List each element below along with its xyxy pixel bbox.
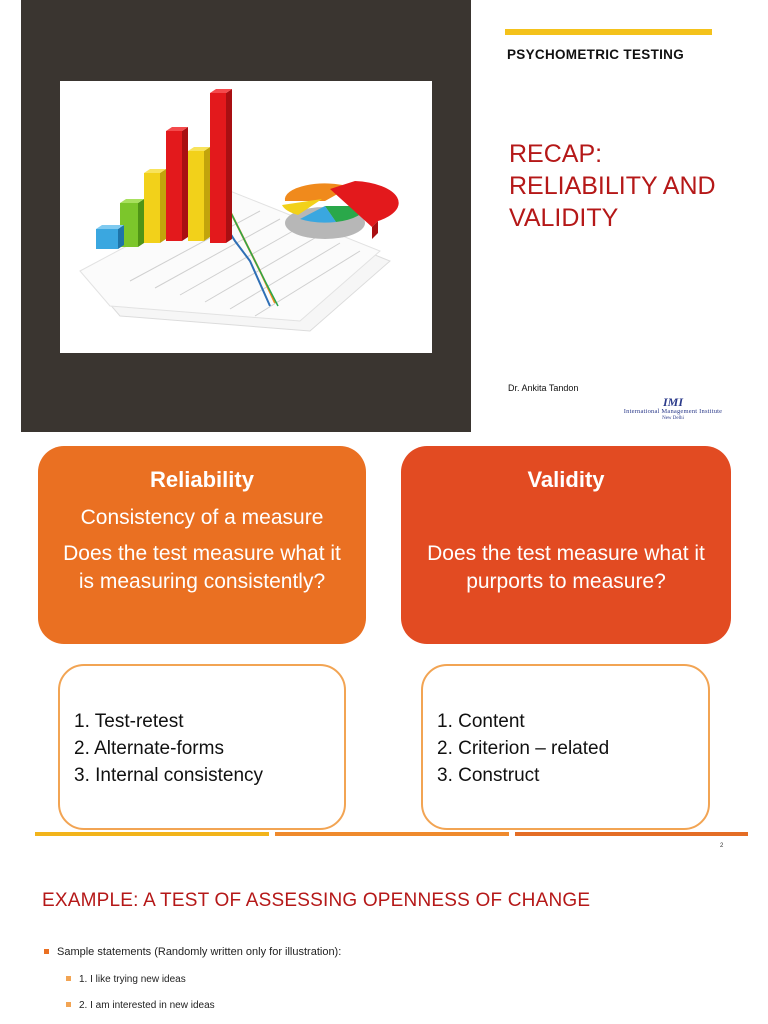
reliability-subtitle: Consistency of a measure xyxy=(80,506,324,529)
validity-types-box xyxy=(421,664,710,830)
validity-question: Does the test measure what it purports to measure? xyxy=(427,542,705,593)
statement-text: 2. I am interested in new ideas xyxy=(79,1000,215,1011)
reliability-types-list xyxy=(60,666,344,789)
header-label: PSYCHOMETRIC TESTING xyxy=(507,47,685,62)
accent-bar xyxy=(505,29,712,35)
reliability-card xyxy=(38,446,366,644)
example-slide xyxy=(0,864,768,1024)
square-bullet-icon xyxy=(66,976,71,981)
footer-line-orange xyxy=(275,832,509,836)
list-item: 3. Construct xyxy=(437,765,540,786)
recap-slide xyxy=(0,432,768,864)
list-item: 2. Alternate-forms xyxy=(74,738,224,759)
reliability-question: Does the test measure what it is measuring consistently? xyxy=(63,542,341,593)
footer-line-gold xyxy=(35,832,269,836)
validity-types-list xyxy=(423,666,708,789)
imi-logo xyxy=(608,396,738,422)
title-line-3: VALIDITY xyxy=(509,204,619,232)
list-item: 2. Criterion – related xyxy=(437,738,610,759)
example-title: EXAMPLE: A TEST OF ASSESSING OPENNESS OF CHANGE xyxy=(42,890,591,911)
title-line-1: RECAP: xyxy=(509,140,603,168)
slide-title xyxy=(509,138,759,234)
logo-name: International Management Institute xyxy=(623,408,723,415)
bullet-text: Sample statements (Randomly written only for illustration): xyxy=(57,946,342,958)
bullet-sample-statements xyxy=(44,946,341,958)
reliability-types-box xyxy=(58,664,346,830)
statement-item xyxy=(66,974,186,985)
author-name: Dr. Ankita Tandon xyxy=(508,383,579,393)
validity-card xyxy=(401,446,731,644)
list-item: 1. Test-retest xyxy=(74,711,184,732)
list-item: 1. Content xyxy=(437,711,525,732)
title-line-2: RELIABILITY AND xyxy=(509,172,716,200)
footer-divider xyxy=(35,832,748,836)
list-item: 3. Internal consistency xyxy=(74,765,264,786)
title-slide xyxy=(0,0,768,432)
chart-illustration-icon xyxy=(60,81,432,353)
logo-city: New Delhi xyxy=(662,416,684,421)
page-number: 2 xyxy=(720,843,724,849)
reliability-title: Reliability xyxy=(150,467,254,492)
logo-mark: IMI xyxy=(662,395,683,409)
square-bullet-icon xyxy=(44,949,49,954)
statement-item xyxy=(66,1000,215,1011)
validity-title: Validity xyxy=(527,467,605,492)
square-bullet-icon xyxy=(66,1002,71,1007)
statement-text: 1. I like trying new ideas xyxy=(79,974,186,985)
footer-line-red xyxy=(515,832,748,836)
